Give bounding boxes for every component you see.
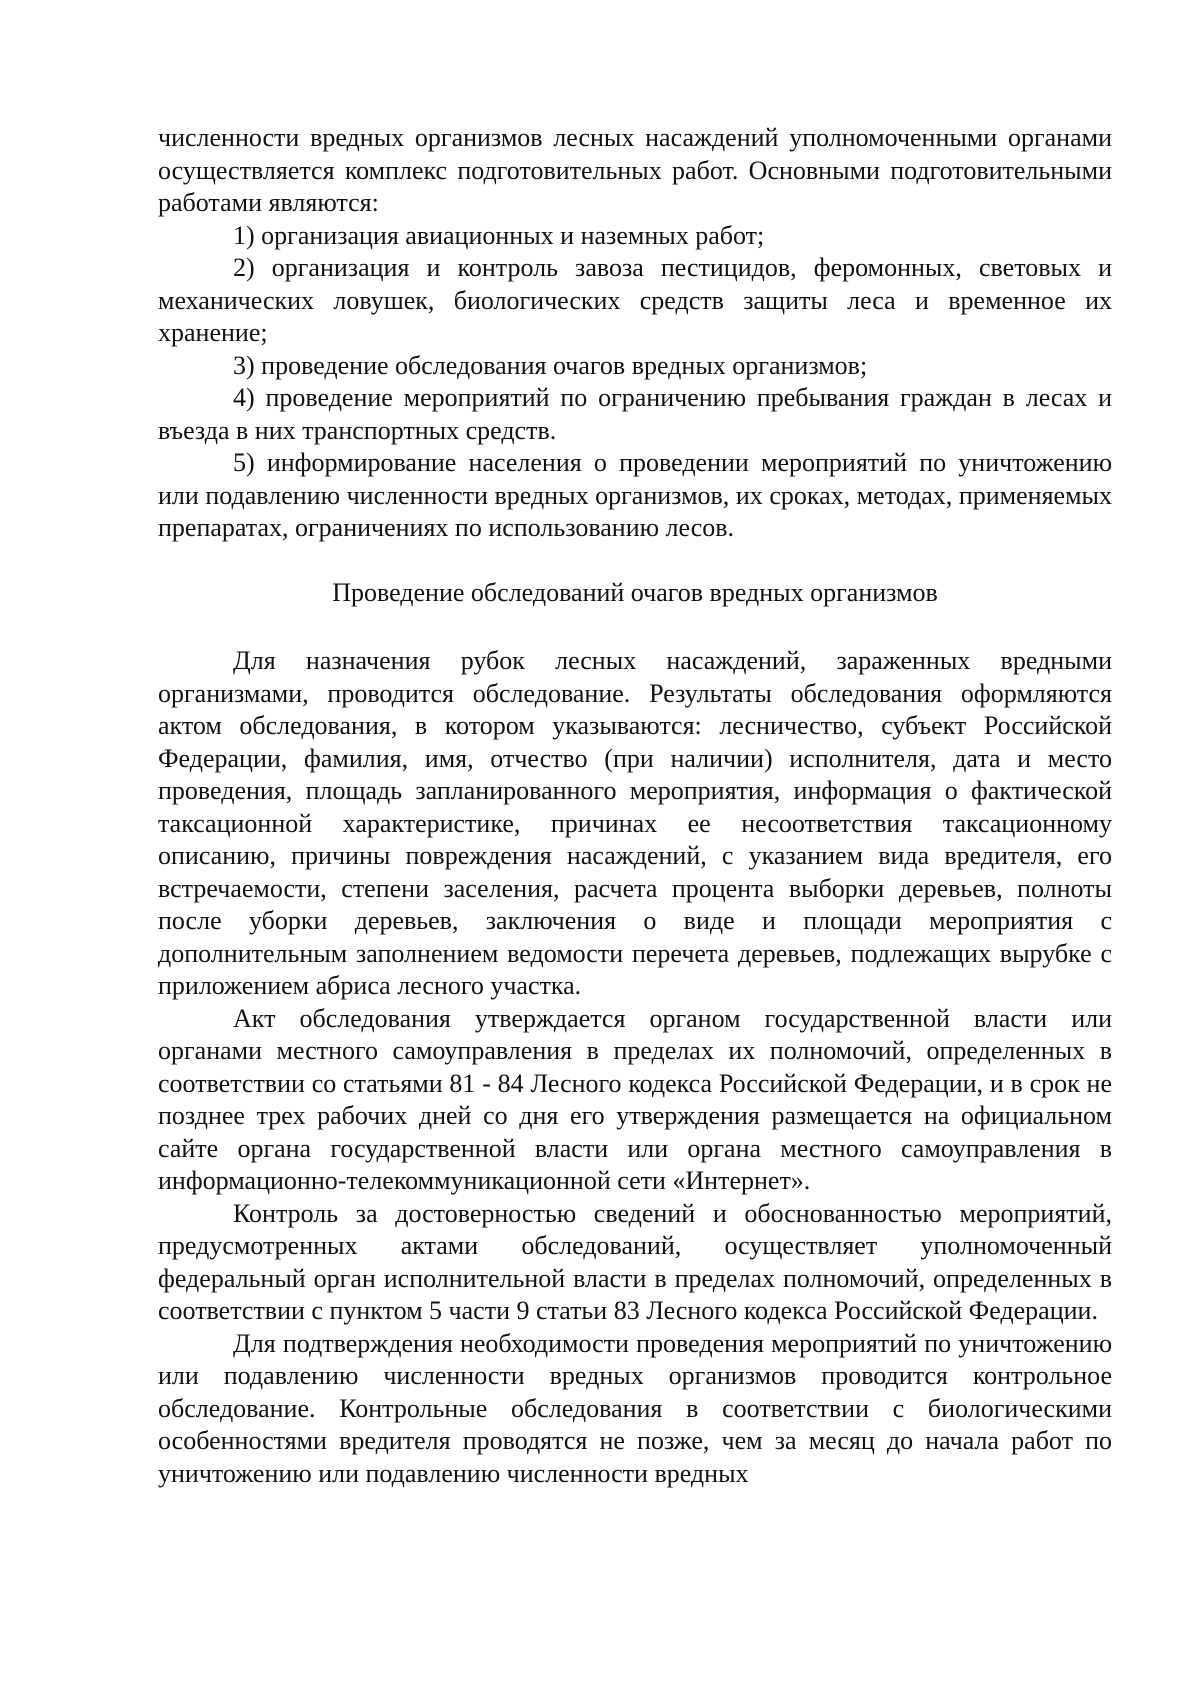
body-paragraph: Для подтверждения необходимости проведения мероприятий по уничтожению или подавлению численности вредных организмов проводится контрольное обследование. Контрольные обследования в соответствии с биологическими особенностями вредителя проводятся не позже, чем за месяц до начала работ по уничтожению или подавлению численности вредных	[158, 1328, 1112, 1488]
list-item: 5) информирование населения о проведении мероприятий по уничтожению или подавлению численности вредных организмов, их сроках, методах, применяемых препаратах, ограничениях по использованию лесов.	[158, 448, 1112, 542]
body-paragraph: Акт обследования утверждается органом государственной власти или органами местного самоуправления в пределах их полномочий, определенных в соответствии со статьями 81 - 84 Лесного кодекса Российской Федерации, и в срок не позднее трех рабочих дней со дня его утверждения размещается на официальном сайте органа государственной власти или органа местного самоуправления в информационно-телекоммуникационной сети «Интернет».	[158, 1003, 1112, 1195]
body-paragraph: Контроль за достоверностью сведений и обоснованностью мероприятий, предусмотренных актами обследований, осуществляет уполномоченный федеральный орган исполнительной власти в пределах полномочий, определенных в соответствии с пунктом 5 части 9 статьи 83 Лесного кодекса Российской Федерации.	[158, 1198, 1112, 1325]
intro-continuation: численности вредных организмов лесных насаждений уполномоченными органами осуществляется комплекс подготовительных работ. Основными подготовительными работами являются:	[158, 123, 1112, 217]
body-paragraph: Для назначения рубок лесных насаждений, зараженных вредными организмами, проводится обследование. Результаты обследования оформляются актом обследования, в котором указываются: лесничество, субъект Российской Федерации, фамилия, имя, отчество (при наличии) исполнителя, дата и место проведения, площадь запланированного мероприятия, информация о фактической таксационной характеристике, причинах ее несоответствия таксационному описанию, причины повреждения насаждений, с указанием вида вредителя, его встречаемости, степени заселения, расчета процента выборки деревьев, полноты после уборки деревьев, заключения о виде и площади мероприятия с дополнительным заполнением ведомости перечета деревьев, подлежащих вырубке с приложением абриса лесного участка.	[158, 646, 1112, 1000]
list-item: 1) организация авиационных и наземных работ;	[233, 220, 765, 250]
list-item: 4) проведение мероприятий по ограничению пребывания граждан в лесах и въезда в них транспортных средств.	[158, 383, 1112, 445]
list-item: 3) проведение обследования очагов вредных организмов;	[233, 350, 868, 380]
section-heading: Проведение обследований очагов вредных организмов	[332, 577, 938, 607]
list-item: 2) организация и контроль завоза пестицидов, феромонных, световых и механических ловушек, биологических средств защиты леса и временное их хранение;	[158, 253, 1112, 347]
document-page	[158, 122, 1112, 1490]
